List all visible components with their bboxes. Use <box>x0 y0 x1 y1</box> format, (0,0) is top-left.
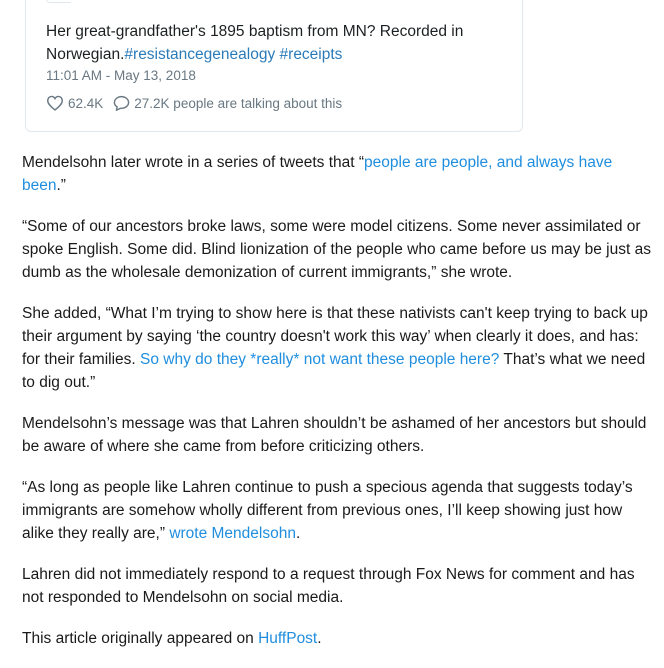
article-paragraph-3 <box>22 302 652 394</box>
heart-icon <box>46 95 64 111</box>
talking-about-button[interactable] <box>113 95 342 111</box>
article-paragraph-6: Lahren did not immediately respond to a request through Fox News for comment and has not responded to Mendelsohn on social media. <box>22 566 635 606</box>
talking-about-text: 27.2K people are talking about this <box>134 95 343 111</box>
article-paragraph-4: Mendelsohn’s message was that Lahren shouldn’t be ashamed of her ancestors but should be aware of where she came from before criticizing others. <box>22 415 647 455</box>
huffpost-link[interactable]: HuffPost <box>258 630 318 647</box>
paragraph-7-text: This article originally appeared on <box>22 630 259 647</box>
paragraph-5-text: “As long as people like Lahren continue to push a specious agenda that suggests today’s immigrants are somehow wholly different from previous ones, I’ll keep showing just how alike they really are,” <box>22 479 633 542</box>
paragraph-3-text: She added, “What I’m trying to show here is that these nativists can't keep trying to back up their argument by saying ‘the country doesn't work this way’ when clearly it does, and has: for their families. <box>22 305 648 368</box>
paragraph-5-end: . <box>295 525 301 542</box>
paragraph-3-end: That’s what we need to dig out.” <box>22 351 646 391</box>
article-body <box>22 151 652 668</box>
article-paragraph-5 <box>22 476 652 545</box>
article-paragraph-1 <box>22 151 652 197</box>
article-paragraph-2: “Some of our ancestors broke laws, some were model citizens. Some never assimilated or spoke English. Some did. Blind lionization of the people who came before us may be just as dumb as the wholesale demonization of current immigrants,” she wrote. <box>22 218 651 281</box>
why-do-they-link[interactable]: So why do they *really* not want these people here? <box>140 351 500 368</box>
speech-bubble-icon <box>113 95 130 111</box>
hashtag-receipts[interactable]: #receipts <box>279 46 343 63</box>
like-button[interactable] <box>46 95 103 111</box>
embedded-tweet-card <box>25 0 523 132</box>
paragraph-1-end: .” <box>56 177 66 194</box>
paragraph-7-end: . <box>317 630 322 647</box>
people-are-people-link[interactable]: people are people, and always have been <box>22 154 613 194</box>
tweet-timestamp[interactable]: 11:01 AM - May 13, 2018 <box>46 68 196 83</box>
article-paragraph-7 <box>22 627 652 650</box>
tweet-actions <box>46 93 342 113</box>
tweet-text <box>46 20 506 66</box>
like-count: 62.4K <box>68 95 104 111</box>
tweet-card-quote-stub <box>46 0 71 3</box>
hashtag-resistancegenealogy[interactable]: #resistancegenealogy <box>124 46 276 63</box>
paragraph-1-text: Mendelsohn later wrote in a series of tweets that “ <box>22 154 365 171</box>
wrote-mendelsohn-link[interactable]: wrote Mendelsohn <box>169 525 296 542</box>
tweet-body: Her great-grandfather's 1895 baptism from MN? Recorded in Norwegian. <box>46 23 464 63</box>
